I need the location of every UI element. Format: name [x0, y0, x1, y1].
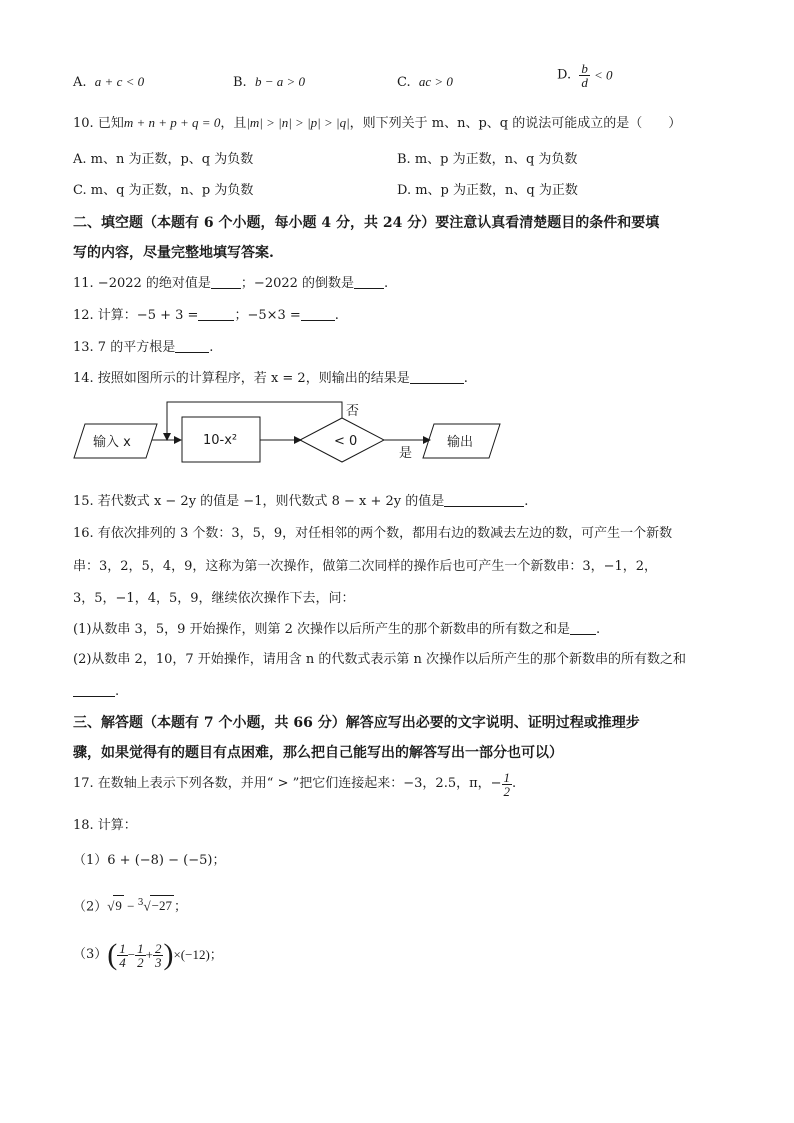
q15-blank[interactable] — [444, 492, 524, 507]
q10-stem: 10. 已知m + n + p + q = 0，且|m| > |n| > |p| > |q|，则下列关于 m、n、p、q 的说法可能成立的是（ ） — [73, 115, 682, 131]
q11: 11. −2022 的绝对值是 ；−2022 的倒数是 . — [73, 276, 389, 291]
q17: 17. 在数轴上表示下列各数，并用“ > ”把它们连接起来：−3，2.5，π，− $\frac{1}{2}$ . — [73, 769, 517, 799]
q16-part2: (2)从数串 2，10，7 开始操作，请用含 n 的代数式表示第 n 次操作以后所产生的那个新数串的所有数之和 — [73, 652, 687, 667]
q16-part2-answer: . — [73, 682, 119, 702]
q18-frac-1: $\frac{1}{4}$ — [119, 940, 126, 970]
input-label: 输入 x — [93, 435, 131, 450]
q9-option-b: B. b − a > 0 — [233, 74, 305, 90]
q12: 12. 计算：−5 + 3 = ；−5×3 = . — [73, 308, 339, 323]
condition-label: < 0 — [334, 434, 358, 449]
q18-title: 18. 计算： — [73, 818, 137, 833]
no-label: 否 — [346, 404, 360, 419]
section3-heading-line2: 骤，如果觉得有的题目有点困难，那么把自己能写出的解答写出一部分也可以） — [73, 745, 563, 761]
q16-blank-2[interactable] — [73, 682, 115, 697]
loop-back-line — [167, 402, 342, 440]
process-label: 10-x² — [203, 433, 238, 448]
section3-heading-line1: 三、解答题（本题有 7 个小题，共 66 分）解答应写出必要的文字说明、证明过程或推理步 — [73, 715, 640, 731]
q14: 14. 按照如图所示的计算程序，若 x = 2，则输出的结果是 . — [73, 371, 468, 386]
q16-line3: 3，5，−1，4，5，9，继续依次操作下去，问： — [73, 591, 355, 606]
yes-label: 是 — [399, 446, 413, 461]
section2-heading-line1: 二、填空题（本题有 6 个小题，每小题 4 分，共 24 分）要注意认真看清楚题目的条件和要填 — [73, 215, 660, 231]
q16-part1: (1)从数串 3，5，9 开始操作，则第 2 次操作以后所产生的那个新数串的所有数之和是 . — [73, 622, 601, 637]
q18-frac-2: $\frac{1}{2}$ — [137, 940, 144, 970]
q18-frac-3: $\frac{2}{3}$ — [154, 940, 162, 970]
q10-option-d: D. m、p 为正数，n、q 为正数 — [397, 183, 578, 198]
q18-part1: （1）6 + (−8) − (−5)； — [73, 853, 226, 868]
q9-option-d: D. $\frac{b}{d}$ < 0 — [557, 61, 613, 90]
q18-part3: （3）( $\frac{1}{4}$ − $\frac{1}{2}$ + $\frac{2}{3}$ )×(−12)； — [73, 938, 223, 971]
q9-option-c: C. ac > 0 — [397, 74, 453, 90]
q16-line2: 串：3，2，5，4，9，这称为第一次操作，做第二次同样的操作后也可产生一个新数串：3，−1，2， — [73, 559, 658, 574]
q16-blank-1[interactable] — [570, 620, 596, 635]
q9-fraction: $\frac{b}{d}$ — [581, 61, 588, 90]
q13: 13. 7 的平方根是 . — [73, 340, 214, 355]
q16-line1: 16. 有依次排列的 3 个数：3，5，9，对任相邻的两个数，都用右边的数减去左边的数，可产生一个新数 — [73, 526, 673, 541]
q10-option-a: A. m、n 为正数，p、q 为负数 — [73, 152, 254, 167]
q15: 15. 若代数式 x − 2y 的值是 −1，则代数式 8 − x + 2y 的值是 . — [73, 494, 529, 509]
q9-option-a: A. a + c < 0 — [73, 74, 145, 90]
output-label: 输出 — [447, 435, 474, 450]
section2-heading-line2: 写的内容，尽量完整地填写答案. — [73, 245, 274, 261]
q18-part2: （2）√9 − $^3$√−27 ； — [73, 893, 187, 917]
q10-option-c: C. m、q 为正数，n、p 为负数 — [73, 183, 254, 198]
q10-option-b: B. m、p 为正数，n、q 为负数 — [397, 152, 578, 167]
q17-fraction: $\frac{1}{2}$ — [503, 769, 511, 799]
